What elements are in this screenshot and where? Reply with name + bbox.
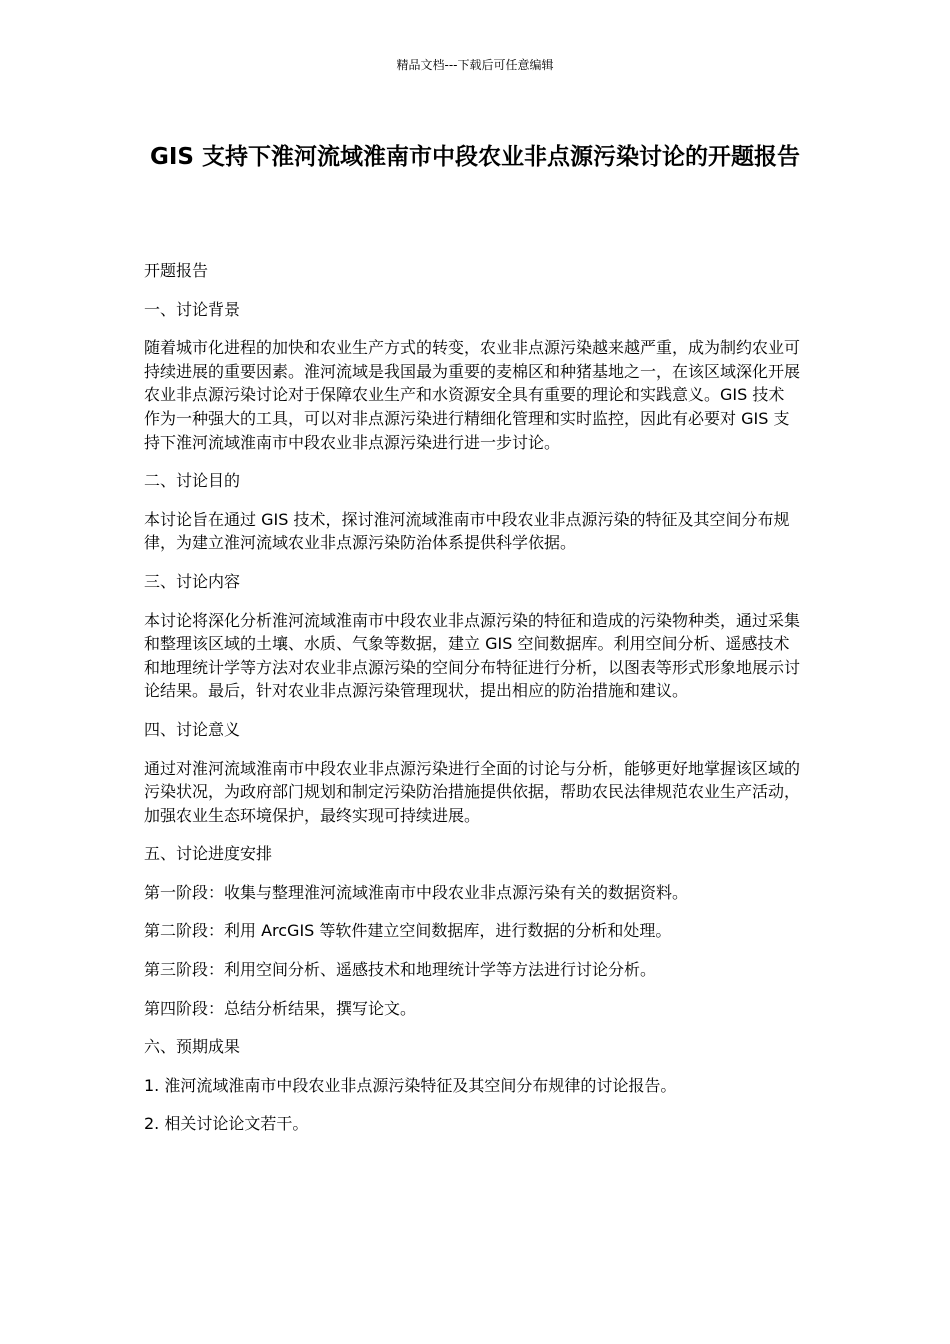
schedule-stage-1: 第一阶段：收集与整理淮河流域淮南市中段农业非点源污染有关的数据资料。 bbox=[144, 882, 689, 902]
section-heading-significance: 四、讨论意义 bbox=[144, 719, 241, 739]
outcome-item-1: 1. 淮河流域淮南市中段农业非点源污染特征及其空间分布规律的讨论报告。 bbox=[144, 1075, 677, 1095]
header-note: 精品文档---下载后可任意编辑 bbox=[396, 58, 554, 72]
intro-heading: 开题报告 bbox=[144, 261, 209, 280]
schedule-stage-3: 第三阶段：利用空间分析、遥感技术和地理统计学等方法进行讨论分析。 bbox=[144, 960, 657, 980]
schedule-stage-2: 第二阶段：利用 ArcGIS 等软件建立空间数据库，进行数据的分析和处理。 bbox=[144, 921, 672, 941]
outcome-item-2: 2. 相关讨论论文若干。 bbox=[144, 1114, 309, 1134]
paragraph-content: 本讨论将深化分析淮河流域淮南市中段农业非点源污染的特征和造成的污染物种类，通过采集和整理该区域的土壤、水质、气象等数据，建立 GIS 空间数据库。利用空间分析、遥感技术和地理统计学等方法对农业非点源污染的空间分布特征进行分析，以图表等形式形象地展示讨论结果。最后，针对农业非点源污染管理现状，提出相应的防治措施和建议。 bbox=[144, 610, 801, 701]
document-title: GIS 支持下淮河流域淮南市中段农业非点源污染讨论的开题报告 bbox=[149, 144, 800, 170]
schedule-stage-4: 第四阶段：总结分析结果，撰写论文。 bbox=[144, 998, 417, 1018]
section-heading-purpose: 二、讨论目的 bbox=[144, 471, 241, 491]
section-heading-schedule: 五、讨论进度安排 bbox=[144, 844, 273, 864]
paragraph-purpose: 本讨论旨在通过 GIS 技术，探讨淮河流域淮南市中段农业非点源污染的特征及其空间分布规律，为建立淮河流域农业非点源污染防治体系提供科学依据。 bbox=[144, 509, 790, 553]
section-heading-outcomes: 六、预期成果 bbox=[144, 1037, 241, 1057]
document-body bbox=[144, 259, 800, 1151]
paragraph-background: 随着城市化进程的加快和农业生产方式的转变，农业非点源污染越来越严重，成为制约农业可持续进展的重要因素。淮河流域是我国最为重要的麦棉区和种猪基地之一，在该区域深化开展农业非点源污染讨论对于保障农业生产和水资源安全具有重要的理论和实践意义。GIS 技术作为一种强大的工具，可以对非点源污染进行精细化管理和实时监控，因此有必要对 GIS 支持下淮河流域淮南市中段农业非点源污染进行进一步讨论。 bbox=[144, 338, 801, 452]
section-heading-content: 三、讨论内容 bbox=[144, 571, 241, 591]
section-heading-background: 一、讨论背景 bbox=[144, 299, 241, 319]
paragraph-significance: 通过对淮河流域淮南市中段农业非点源污染进行全面的讨论与分析，能够更好地掌握该区域的污染状况，为政府部门规划和制定污染防治措施提供依据，帮助农民法律规范农业生产活动，加强农业生态环境保护，最终实现可持续进展。 bbox=[144, 758, 801, 825]
